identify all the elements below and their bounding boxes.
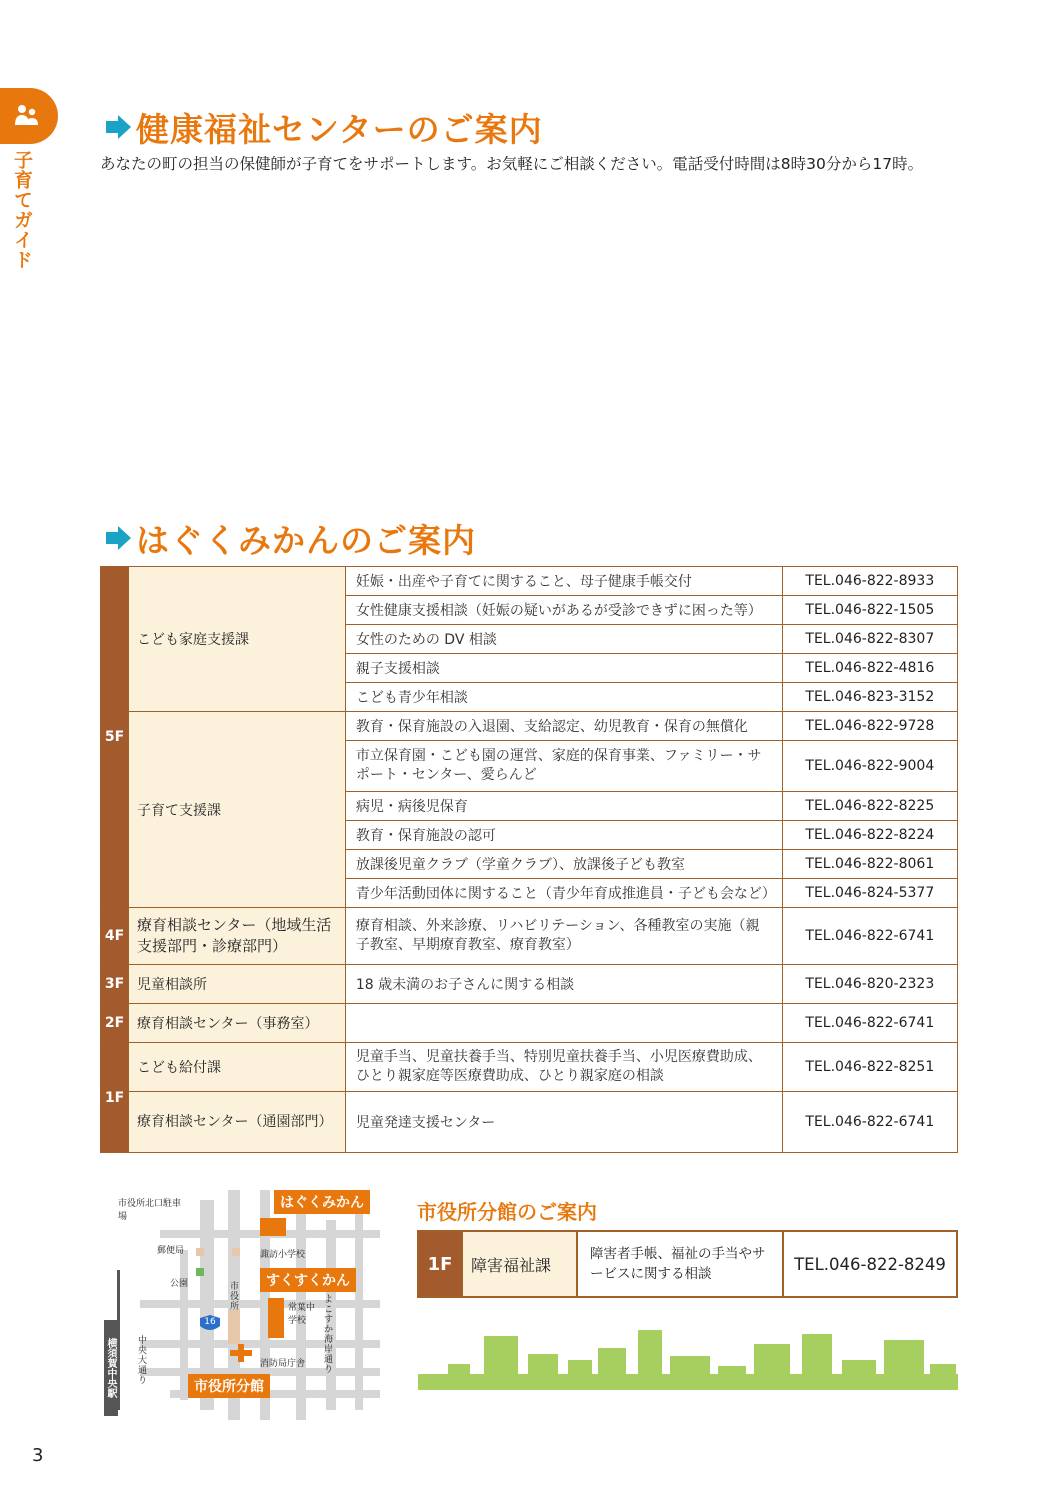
map-text: 市役所	[230, 1282, 240, 1312]
section-title-hagukumikan: はぐくみかんのご案内	[136, 521, 476, 560]
desc-cell: 教育・保育施設の認可	[345, 821, 782, 850]
dept-cell: 児童相談所	[129, 965, 346, 1004]
desc-cell: 18 歳未満のお子さんに関する相談	[345, 965, 782, 1004]
floor-cell: 5F	[101, 567, 129, 908]
tel-cell: TEL.046-822-8307	[782, 625, 957, 654]
map-text: 市役所北口駐車場	[118, 1199, 182, 1222]
dept-cell: こども給付課	[129, 1043, 346, 1092]
desc-cell: 市立保育園・こども園の運営、家庭的保育事業、ファミリー・サポート・センター、愛らんど	[345, 741, 782, 792]
map-label-sukusukukan: すくすくかん	[260, 1268, 356, 1292]
dept-cell: こども家庭支援課	[129, 567, 346, 712]
desc-cell: 青少年活動団体に関すること（青少年育成推進員・子ども会など）	[345, 879, 782, 908]
floor-cell: 4F	[101, 908, 129, 965]
map-text: 消防局庁舎	[260, 1359, 306, 1369]
desc-cell: 障害者手帳、福祉の手当やサービスに関する相談	[577, 1231, 783, 1297]
desc-cell: 女性健康支援相談（妊娠の疑いがあるが受診できずに困った等）	[345, 596, 782, 625]
dept-cell: 子育て支援課	[129, 712, 346, 908]
map-text: 郵便局	[157, 1246, 185, 1256]
tel-cell: TEL.046-822-8225	[782, 792, 957, 821]
floor-cell: 1F	[101, 1043, 129, 1153]
floor-cell: 1F	[418, 1231, 462, 1297]
page-number: 3	[32, 1445, 44, 1466]
tel-cell: TEL.046-822-8933	[782, 567, 957, 596]
desc-cell: 放課後児童クラブ（学童クラブ）、放課後子ども教室	[345, 850, 782, 879]
floor-cell: 2F	[101, 1004, 129, 1043]
dept-cell: 療育相談センター（地域生活支援部門・診療部門）	[129, 908, 346, 965]
tel-cell: TEL.046-822-6741	[782, 1004, 957, 1043]
floor-cell: 3F	[101, 965, 129, 1004]
arrow-right-icon	[104, 113, 132, 141]
map-text: 公園	[170, 1279, 189, 1289]
map-text: 常葉中学校	[288, 1303, 316, 1326]
section-title-bunkan: 市役所分館のご案内	[417, 1200, 597, 1224]
route-16-icon: 16	[204, 1317, 216, 1327]
tel-cell: TEL.046-822-4816	[782, 654, 957, 683]
skyline-illustration	[418, 1330, 958, 1390]
desc-cell: 児童発達支援センター	[345, 1092, 782, 1153]
map-label-hagukumikan: はぐくみかん	[274, 1190, 370, 1214]
tel-cell: TEL.046-822-8251	[782, 1043, 957, 1092]
hagukumikan-table	[100, 566, 958, 1153]
side-tab	[0, 88, 58, 144]
desc-cell: 教育・保育施設の入退園、支給認定、幼児教育・保育の無償化	[345, 712, 782, 741]
map-text: 中央大通り	[138, 1336, 148, 1386]
dept-cell: 療育相談センター（事務室）	[129, 1004, 346, 1043]
area-map	[100, 1190, 390, 1420]
desc-cell: 女性のための DV 相談	[345, 625, 782, 654]
desc-cell: 療育相談、外来診療、リハビリテーション、各種教室の実施（親子教室、早期療育教室、療育教室）	[345, 908, 782, 965]
tel-cell: TEL.046-823-3152	[782, 683, 957, 712]
desc-cell: 病児・病後児保育	[345, 792, 782, 821]
tel-cell: TEL.046-822-6741	[782, 1092, 957, 1153]
tel-cell: TEL.046-822-8224	[782, 821, 957, 850]
desc-cell: 親子支援相談	[345, 654, 782, 683]
tel-cell: TEL.046-822-1505	[782, 596, 957, 625]
desc-cell: 妊娠・出産や子育てに関すること、母子健康手帳交付	[345, 567, 782, 596]
desc-cell: 児童手当、児童扶養手当、特別児童扶養手当、小児医療費助成、ひとり親家庭等医療費助成、ひとり親家庭の相談	[345, 1043, 782, 1092]
desc-cell: こども青少年相談	[345, 683, 782, 712]
tel-cell: TEL.046-822-9728	[782, 712, 957, 741]
family-icon	[12, 101, 42, 131]
dept-cell: 療育相談センター（通園部門）	[129, 1092, 346, 1153]
section-intro: あなたの町の担当の保健師が子育てをサポートします。お気軽にご相談ください。電話受付時間は8時30分から17時。	[100, 155, 924, 173]
tel-cell: TEL.046-822-8249	[783, 1231, 957, 1297]
map-text: 諏訪小学校	[260, 1250, 306, 1260]
bunkan-table	[417, 1230, 958, 1298]
tel-cell: TEL.046-820-2323	[782, 965, 957, 1004]
desc-cell	[345, 1004, 782, 1043]
dept-cell: 障害福祉課	[462, 1231, 577, 1297]
map-text: よこすか海岸通り	[324, 1295, 334, 1375]
side-label: 子育てガイド	[11, 150, 33, 270]
map-label-bunkan: 市役所分館	[188, 1374, 270, 1398]
map-text: 横須賀中央駅	[104, 1320, 118, 1416]
tel-cell: TEL.046-822-9004	[782, 741, 957, 792]
section-title-health-centers: 健康福祉センターのご案内	[136, 110, 543, 149]
tel-cell: TEL.046-822-6741	[782, 908, 957, 965]
tel-cell: TEL.046-824-5377	[782, 879, 957, 908]
arrow-right-icon	[104, 524, 132, 552]
tel-cell: TEL.046-822-8061	[782, 850, 957, 879]
